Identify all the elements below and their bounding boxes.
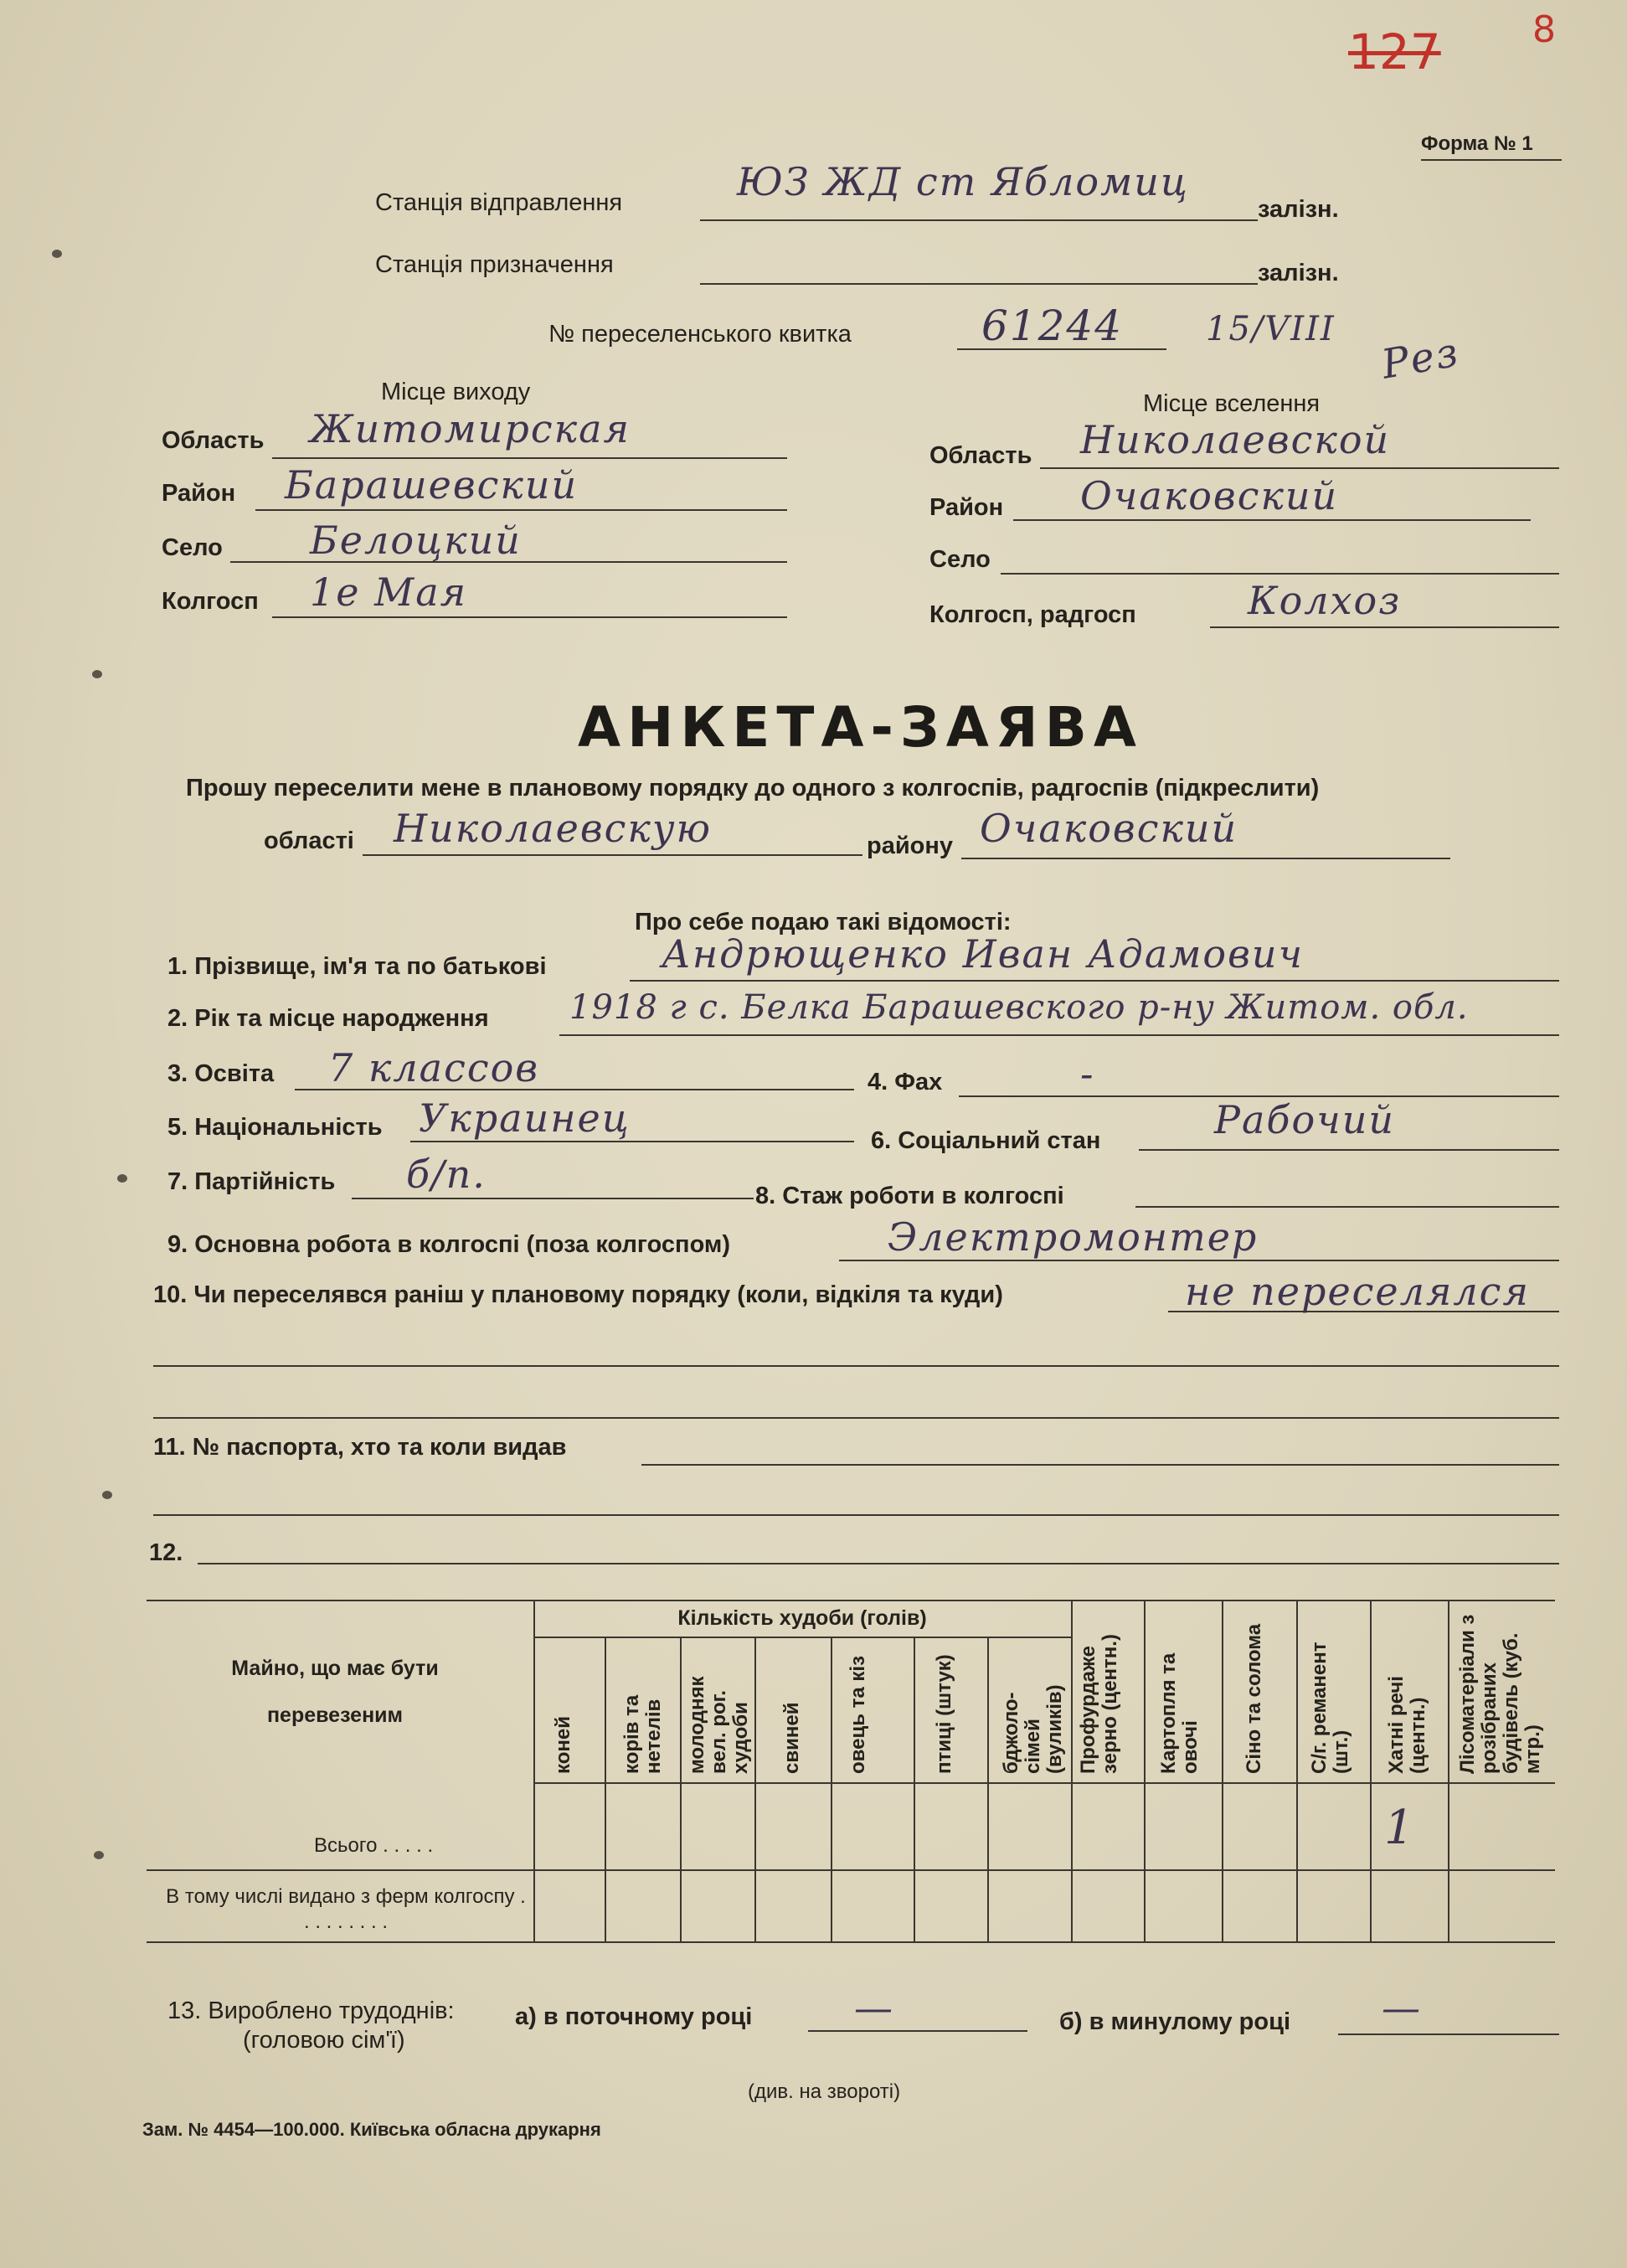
field-3-value: 7 классов — [328, 1045, 540, 1090]
workdays-previous-value: — — [1382, 1985, 1422, 2030]
origin-rayon-value: Барашевский — [285, 462, 579, 508]
workdays-label: 13. Вироблено трудоднів: — [167, 1997, 455, 2024]
workdays-current-value: — — [854, 1985, 894, 2030]
col-potatoes: Картопля та овочі — [1157, 1652, 1202, 1774]
row-total-household-value: 1 — [1384, 1801, 1416, 1855]
field-11-label: 11. № паспорта, хто та коли видав — [153, 1434, 567, 1461]
field-6-value: Рабочий — [1214, 1097, 1396, 1142]
field-9-value: Электромонтер — [888, 1214, 1259, 1260]
col-horses: коней — [552, 1716, 574, 1774]
property-header: Майно, що має бути перевезеним — [231, 1657, 439, 1727]
col-sheep-goats: овець та кіз — [847, 1656, 869, 1774]
field-5-label: 5. Національність — [167, 1114, 383, 1141]
departure-station-suffix: залізн. — [1258, 196, 1339, 223]
field-1-value: Андрющенко Иван Адамович — [662, 931, 1305, 977]
field-3-label: 3. Освіта — [167, 1060, 275, 1087]
punch-mark — [117, 1174, 127, 1183]
archive-number-new: 8 — [1532, 8, 1556, 51]
form-title: АНКЕТА-ЗАЯВА — [578, 695, 1144, 760]
origin-kolgosp-label: Колгосп — [162, 588, 259, 615]
workdays-previous-label: б) в минулому році — [1059, 2008, 1290, 2035]
field-1-label: 1. Прізвище, ім'я та по батькові — [167, 953, 547, 980]
destination-rayon-value: Очаковский — [1080, 473, 1339, 518]
livestock-header: Кількість худоби (голів) — [677, 1606, 927, 1630]
destination-station-suffix: залізн. — [1258, 260, 1339, 286]
printer-note: Зам. № 4454—100.000. Київська обласна друкарня — [142, 2119, 601, 2140]
workdays-sub: (головою сім'ї) — [243, 2027, 405, 2054]
col-equipment: С/г. реманент (шт.) — [1308, 1642, 1352, 1774]
col-timber: Лісоматеріали з розібраних будівель (куб. мтр.) — [1456, 1614, 1544, 1774]
field-4-label: 4. Фах — [868, 1069, 943, 1095]
destination-kolgosp-value: Колхоз — [1248, 578, 1402, 623]
field-7-value: б/п. — [406, 1152, 487, 1197]
origin-heading: Місце виходу — [381, 379, 531, 405]
request-text: Прошу переселити мене в плановому порядку до одного з колгоспів, радгоспів (підкреслити) — [186, 775, 1320, 802]
request-oblast-label: області — [264, 827, 354, 854]
form-label: Форма № 1 — [1421, 132, 1533, 155]
field-4-value: - — [1080, 1051, 1095, 1096]
origin-selo-value: Белоцкий — [310, 518, 522, 563]
request-rayon-label: району — [867, 832, 954, 859]
field-7-label: 7. Партійність — [167, 1168, 336, 1195]
request-rayon-value: Очаковский — [980, 806, 1238, 851]
field-10-label: 10. Чи переселявся раніш у плановому порядку (коли, відкіля та куди) — [153, 1281, 1003, 1308]
field-2-label: 2. Рік та місце народження — [167, 1005, 489, 1032]
archive-number: 127 — [1348, 23, 1441, 80]
field-5-value: Украинец — [419, 1095, 631, 1141]
request-oblast-value: Николаевскую — [394, 806, 713, 851]
punch-mark — [94, 1851, 104, 1859]
col-grain: Профурдаже зерно (центн.) — [1077, 1634, 1121, 1774]
punch-mark — [102, 1491, 112, 1499]
col-poultry: птиці (штук) — [933, 1654, 955, 1774]
origin-rayon-label: Район — [162, 480, 236, 507]
ticket-value: 61244 — [981, 302, 1124, 350]
field-6-label: 6. Соціальний стан — [871, 1127, 1101, 1154]
row-total-label: Всього . . . . . — [314, 1834, 434, 1857]
field-10-value: не переселялся — [1185, 1269, 1530, 1314]
field-2-value: 1918 г с. Белка Барашевского р-ну Житом. обл. — [569, 988, 1469, 1027]
origin-oblast-value: Житомирская — [310, 406, 631, 451]
destination-kolgosp-label: Колгосп, радгосп — [929, 601, 1136, 628]
origin-kolgosp-value: 1е Мая — [310, 570, 468, 615]
row-farm-label: В тому числі видано з ферм колгоспу . . . . . . . . . — [166, 1885, 526, 1933]
workdays-current-label: а) в поточному році — [515, 2003, 753, 2030]
ticket-label: № переселенського квитка — [548, 321, 852, 348]
col-cows: корів та нетелів — [620, 1694, 665, 1774]
punch-mark — [52, 250, 62, 258]
ticket-date-note: 15/VIII — [1206, 310, 1336, 348]
destination-oblast-label: Область — [929, 442, 1032, 469]
field-8-label: 8. Стаж роботи в колгоспі — [755, 1183, 1064, 1209]
col-pigs: свиней — [780, 1702, 803, 1774]
col-household: Хатні речі (центн.) — [1385, 1676, 1429, 1774]
col-young-cattle: молодняк вел. рог. худоби — [686, 1676, 752, 1774]
origin-selo-label: Село — [162, 534, 223, 561]
field-12-label: 12. — [149, 1539, 183, 1566]
col-bee-colonies: бджоло-сімей (вуликів) — [1000, 1684, 1066, 1774]
field-9-label: 9. Основна робота в колгоспі (поза колгоспом) — [167, 1231, 731, 1258]
punch-mark — [92, 670, 102, 678]
property-table — [147, 1600, 1555, 1945]
destination-station-label: Станція призначення — [375, 251, 614, 278]
ticket-initials: Рез — [1377, 328, 1464, 389]
origin-oblast-label: Область — [162, 427, 265, 454]
departure-station-label: Станція відправлення — [375, 189, 623, 216]
col-hay: Сіно та солома — [1243, 1623, 1265, 1774]
destination-rayon-label: Район — [929, 494, 1004, 521]
destination-oblast-value: Николаевской — [1080, 417, 1391, 462]
destination-selo-label: Село — [929, 546, 991, 573]
see-reverse: (див. на звороті) — [748, 2080, 901, 2103]
destination-heading: Місце вселення — [1143, 390, 1321, 417]
about-heading: Про себе подаю такі відомості: — [635, 909, 1012, 936]
departure-station-value: ЮЗ ЖД ст Ябломиц — [737, 159, 1189, 204]
